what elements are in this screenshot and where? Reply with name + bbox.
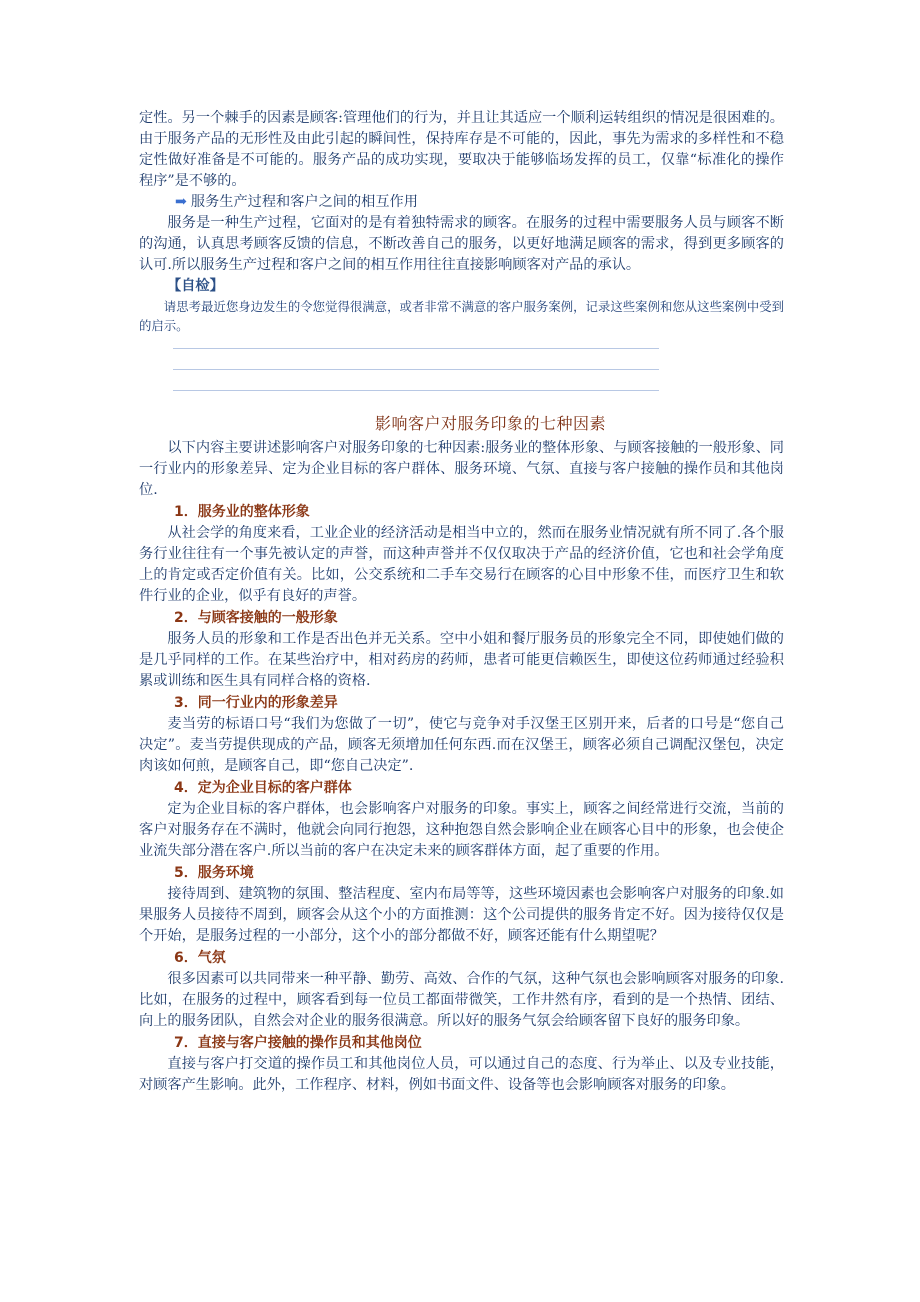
document-page xyxy=(139,108,784,1096)
factor-body: 服务人员的形象和工作是否出色并无关系。空中小姐和餐厅服务员的形象完全不同，即使她们做的是几乎同样的工作。在某些治疗中，相对药房的药师，患者可能更信赖医生，即使这位药师通过经验积累或训练和医生具有同样合格的资格. xyxy=(139,631,784,689)
factor-heading: 7．直接与客户接触的操作员和其他岗位 xyxy=(174,1035,422,1051)
factor-4 xyxy=(139,778,784,862)
factor-heading: 5．服务环境 xyxy=(174,865,254,881)
factor-body: 接待周到、建筑物的氛围、整洁程度、室内布局等等，这些环境因素也会影响客户对服务的印象.如果服务人员接待不周到，顾客会从这个小的方面推测：这个公司提供的服务肯定不好。因为接待仅仅是个开始，是服务过程的一小部分，这个小的部分都做不好，顾客还能有什么期望呢？ xyxy=(139,886,784,944)
self-check-prompt: 请思考最近您身边发生的令您觉得很满意，或者非常不满意的客户服务案例，记录这些案例和您从这些案例中受到的启示。 xyxy=(139,299,784,333)
intro-paragraph: 以下内容主要讲述影响客户对服务印象的七种因素:服务业的整体形象、与顾客接触的一般形象、同一行业内的形象差异、定为企业目标的客户群体、服务环境、气氛、直接与客户接触的操作员和其他岗位. xyxy=(139,440,784,498)
answer-line xyxy=(173,390,659,391)
section-title: 影响客户对服务印象的七种因素 xyxy=(374,414,606,433)
factor-3 xyxy=(139,693,784,777)
bullet-paragraph: 服务是一种生产过程，它面对的是有着独特需求的顾客。在服务的过程中需要服务人员与顾客不断的沟通，认真思考顾客反馈的信息，不断改善自己的服务，以更好地满足顾客的需求，得到更多顾客的认可.所以服务生产过程和客户之间的相互作用往往直接影响顾客对产品的承认。 xyxy=(139,215,784,273)
answer-lines xyxy=(173,348,659,391)
factor-1 xyxy=(139,502,784,607)
factor-heading: 2．与顾客接触的一般形象 xyxy=(174,610,338,626)
bullet-heading xyxy=(175,192,784,213)
factor-heading: 3．同一行业内的形象差异 xyxy=(174,695,338,711)
answer-line xyxy=(173,348,659,349)
bullet-heading-text: 服务生产过程和客户之间的相互作用 xyxy=(190,194,418,210)
answer-line xyxy=(173,369,659,370)
factor-body: 很多因素可以共同带来一种平静、勤劳、高效、合作的气氛，这种气氛也会影响顾客对服务的印象.比如，在服务的过程中，顾客看到每一位员工都面带微笑，工作井然有序，看到的是一个热情、团结、向上的服务团队，自然会对企业的服务很满意。所以好的服务气氛会给顾客留下良好的服务印象。 xyxy=(139,971,784,1029)
arrow-right-icon: ➡ xyxy=(175,194,187,210)
factor-body: 直接与客户打交道的操作员工和其他岗位人员，可以通过自己的态度、行为举止、以及专业技能，对顾客产生影响。此外，工作程序、材料，例如书面文件、设备等也会影响顾客对服务的印象。 xyxy=(139,1056,784,1093)
factor-heading: 1．服务业的整体形象 xyxy=(174,504,310,520)
factor-heading: 6．气氛 xyxy=(174,950,226,966)
factor-7 xyxy=(139,1033,784,1096)
factor-body: 麦当劳的标语口号“我们为您做了一切”，使它与竞争对手汉堡王区别开来，后者的口号是“您自己决定”。麦当劳提供现成的产品，顾客无须增加任何东西.而在汉堡王，顾客必须自己调配汉堡包，决定肉该如何煎，是顾客自己，即“您自己决定”. xyxy=(139,716,784,774)
factor-heading: 4．定为企业目标的客户群体 xyxy=(174,780,352,796)
factor-body: 定为企业目标的客户群体，也会影响客户对服务的印象。事实上，顾客之间经常进行交流，当前的客户对服务存在不满时，他就会向同行抱怨，这种抱怨自然会影响企业在顾客心目中的形象，也会使企业流失部分潜在客户.所以当前的客户在决定未来的顾客群体方面，起了重要的作用。 xyxy=(139,801,784,859)
factor-body: 从社会学的角度来看，工业企业的经济活动是相当中立的，然而在服务业情况就有所不同了.各个服务行业往往有一个事先被认定的声誉，而这种声誉并不仅仅取决于产品的经济价值，它也和社会学角度上的肯定或否定价值有关。比如，公交系统和二手车交易行在顾客的心目中形象不佳，而医疗卫生和软件行业的企业，似乎有良好的声誉。 xyxy=(139,525,784,604)
factor-6 xyxy=(139,948,784,1032)
self-check-label: 【自检】 xyxy=(167,278,224,294)
factor-2 xyxy=(139,608,784,692)
top-paragraph: 定性。另一个棘手的因素是顾客:管理他们的行为，并且让其适应一个顺利运转组织的情况是很困难的。由于服务产品的无形性及由此引起的瞬间性，保持库存是不可能的，因此，事先为需求的多样性和不稳定性做好准备是不可能的。服务产品的成功实现，要取决于能够临场发挥的员工，仅靠“标准化的操作程序”是不够的。 xyxy=(139,110,784,189)
factor-5 xyxy=(139,863,784,947)
